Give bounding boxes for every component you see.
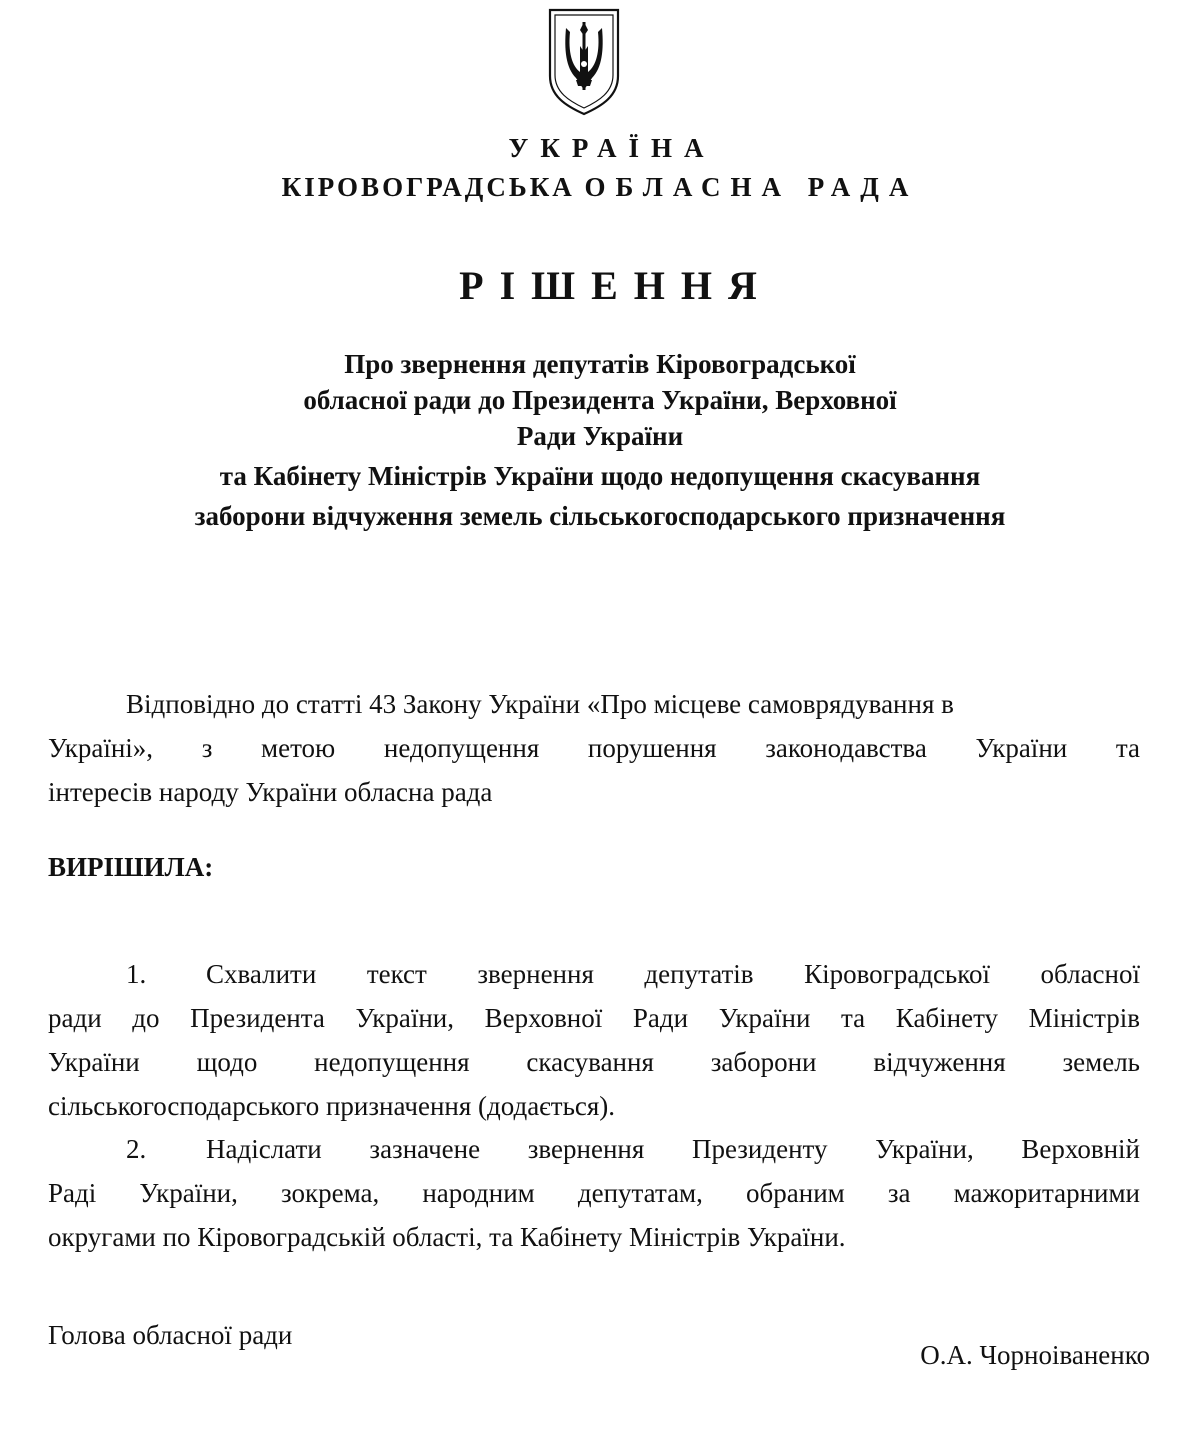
item-line: Надіслати зазначене звернення Президенту України, Верховній [206,1134,1140,1164]
item-first-line [48,952,1140,996]
council-title-region: КІРОВОГРАДСЬКА [281,172,575,202]
preamble-line: Відповідно до статті 43 Закону України «Про місцеве самоврядування в [126,689,954,719]
subject-line: Ради України [516,421,684,451]
subject-line: обласної ради до Президента України, Верховної [303,385,897,415]
trident-icon [546,6,622,118]
signatory-name: О.А. Чорноіваненко [920,1340,1150,1370]
item-line: ради до Президента України, Верховної Ради України та Кабінету Міністрів [48,1003,1140,1033]
item-line: Схвалити текст звернення депутатів Кіровоградської обласної [206,959,1140,989]
item-line: України щодо недопущення скасування заборони відчуження земель [48,1047,1140,1077]
item-line: Раді України, зокрема, народним депутатам, обраним за мажоритарними [48,1178,1140,1208]
council-title-body: ОБЛАСНА РАДА [584,172,919,202]
signatory-position: Голова обласної ради [48,1320,293,1350]
decision-item-1 [48,952,1140,1128]
council-title [0,172,1200,203]
subject-line: Про звернення депутатів Кіровоградської [344,349,856,379]
preamble-paragraph [48,682,1140,814]
item-line: сільськогосподарського призначення (додається). [48,1091,616,1121]
item-first-line [48,1127,1140,1171]
item-number: 2. [126,1134,147,1164]
preamble-line: інтересів народу України обласна рада [48,777,493,807]
decision-item-2 [48,1127,1140,1259]
item-number: 1. [126,959,147,989]
resolved-heading: ВИРІШИЛА: [48,852,214,882]
country-title: УКРАЇНА [508,133,716,163]
decision-subject [0,346,1200,534]
coat-of-arms-emblem [546,6,622,118]
item-line: округами по Кіровоградській області, та Кабінету Міністрів України. [48,1222,846,1252]
subject-line: та Кабінету Міністрів України щодо недопущення скасування [219,461,981,491]
subject-line: заборони відчуження земель сільськогосподарського призначення [194,501,1006,531]
preamble-line: Україні», з метою недопущення порушення законодавства України та [48,733,1140,763]
document-type-heading: РІШЕННЯ [459,263,773,308]
